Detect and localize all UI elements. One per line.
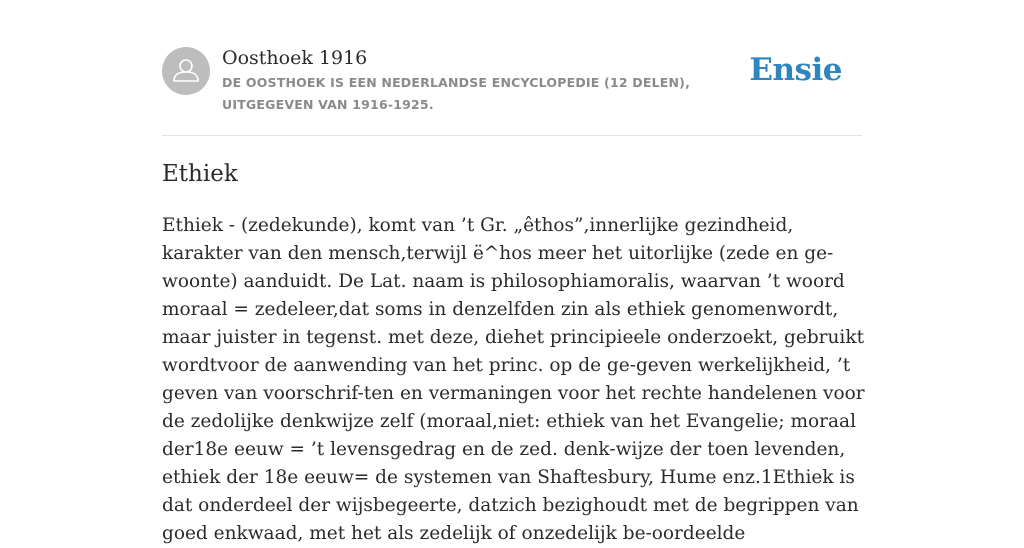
source-header: [162, 46, 862, 116]
article-title: Ethiek: [162, 161, 238, 187]
user-silhouette-icon: [162, 47, 210, 95]
article-body: Ethiek - (zedekunde), komt van ’t Gr. „êthos”,innerlijke gezindheid, karakter van den mensch,terwijl ë^hos meer het uitorlijke (zede en ge-woonte) aanduidt. De Lat. naam is philosophiamoralis, waarvan ’t woord moraal = zedeleer,dat soms in denzelfden zin als ethiek genomenwordt, maar juister in tegenst. met deze, diehet principieele onderzoekt, gebruikt wordtvoor de aanwending van het princ. op de ge-geven werkelijkheid, ’t geven van voorschrif-ten en vermaningen voor het rechte handelenen voor de zedolijke denkwijze zelf (moraal,niet: ethiek van het Evangelie; moraal der18e eeuw = ’t levensgedrag en de zed. denk-wijze der toen levenden, ethiek der 18e eeuw= de systemen van Shaftesbury, Hume enz.1Ethiek is dat onderdeel der wijsbegeerte, datzich bezighoudt met de begrippen van goed enkwaad, met het als zedelijk of onzedelijk be-oordeelde: [162, 215, 865, 544]
source-description: DE OOSTHOEK IS EEN NEDERLANDSE ENCYCLOPEDIE (12 DELEN), UITGEGEVEN VAN 1916-1925.: [222, 75, 691, 112]
source-title[interactable]: Oosthoek 1916: [222, 47, 368, 69]
ensie-logo-link[interactable]: Ensie: [749, 52, 842, 88]
header-divider: [162, 135, 862, 136]
avatar[interactable]: [162, 47, 210, 95]
